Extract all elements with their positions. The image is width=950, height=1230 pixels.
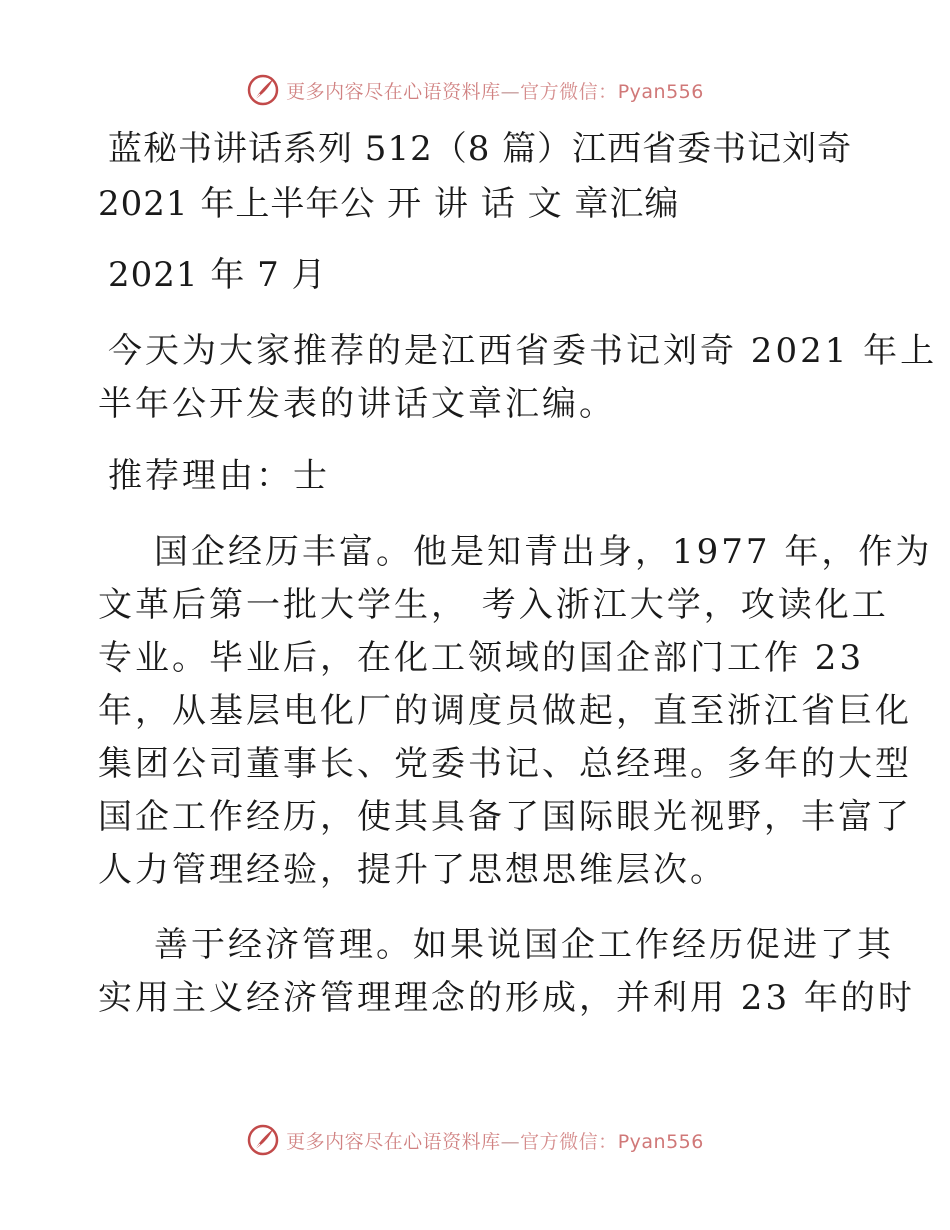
document-title-line-2: 2021 年上半年公 开 讲 话 文 章汇编 xyxy=(98,184,680,224)
intro-paragraph xyxy=(98,325,938,431)
paragraph-line: 集团公司董事长、党委书记、总经理。多年的大型 xyxy=(98,744,912,784)
paragraph-line: 国企工作经历，使其具备了国际眼光视野，丰富了 xyxy=(98,797,912,837)
paragraph-line: 善于经济管理。如果说国企工作经历促进了其 xyxy=(154,925,894,965)
watermark-dash: — xyxy=(500,1130,521,1153)
document-date: 2021 年 7 月 xyxy=(108,255,327,295)
intro-line: 半年公开发表的讲话文章汇编。 xyxy=(98,384,616,424)
paragraph-2 xyxy=(98,919,915,1025)
paragraph-line: 专业。毕业后，在化工领域的国企部门工作 23 xyxy=(98,638,865,678)
watermark-footer xyxy=(0,1120,950,1160)
reason-label: 推荐理由：士 xyxy=(108,456,330,496)
watermark-text xyxy=(286,77,704,104)
watermark-wechat-id: Pyan556 xyxy=(617,1130,704,1153)
quill-logo-icon xyxy=(246,73,280,107)
watermark-official-label: 官方微信： xyxy=(520,80,618,103)
intro-line: 今天为大家推荐的是江西省委书记刘奇 2021 年上 xyxy=(108,331,938,371)
document-body xyxy=(98,122,938,1025)
paragraph-line: 年，从基层电化厂的调度员做起，直至浙江省巨化 xyxy=(98,691,912,731)
watermark-main-text: 更多内容尽在心语资料库 xyxy=(286,80,501,103)
watermark-dash: — xyxy=(500,80,521,103)
paragraph-line: 文革后第一批大学生， 考入浙江大学，攻读化工 xyxy=(98,585,889,625)
quill-logo-icon xyxy=(246,1123,280,1157)
watermark-main-text: 更多内容尽在心语资料库 xyxy=(286,1130,501,1153)
paragraph-line: 人力管理经验，提升了思想思维层次。 xyxy=(98,850,727,890)
watermark-wechat-id: Pyan556 xyxy=(617,80,704,103)
paragraph-line: 国企经历丰富。他是知青出身，1977 年，作为 xyxy=(154,532,933,572)
paragraph-1 xyxy=(98,526,933,897)
document-title-line-1: 蓝秘书讲话系列 512（8 篇）江西省委书记刘奇 xyxy=(108,129,853,169)
watermark-header xyxy=(0,70,950,110)
paragraph-line: 实用主义经济管理理念的形成，并利用 23 年的时 xyxy=(98,978,915,1018)
watermark-official-label: 官方微信： xyxy=(520,1130,618,1153)
watermark-text xyxy=(286,1127,704,1154)
